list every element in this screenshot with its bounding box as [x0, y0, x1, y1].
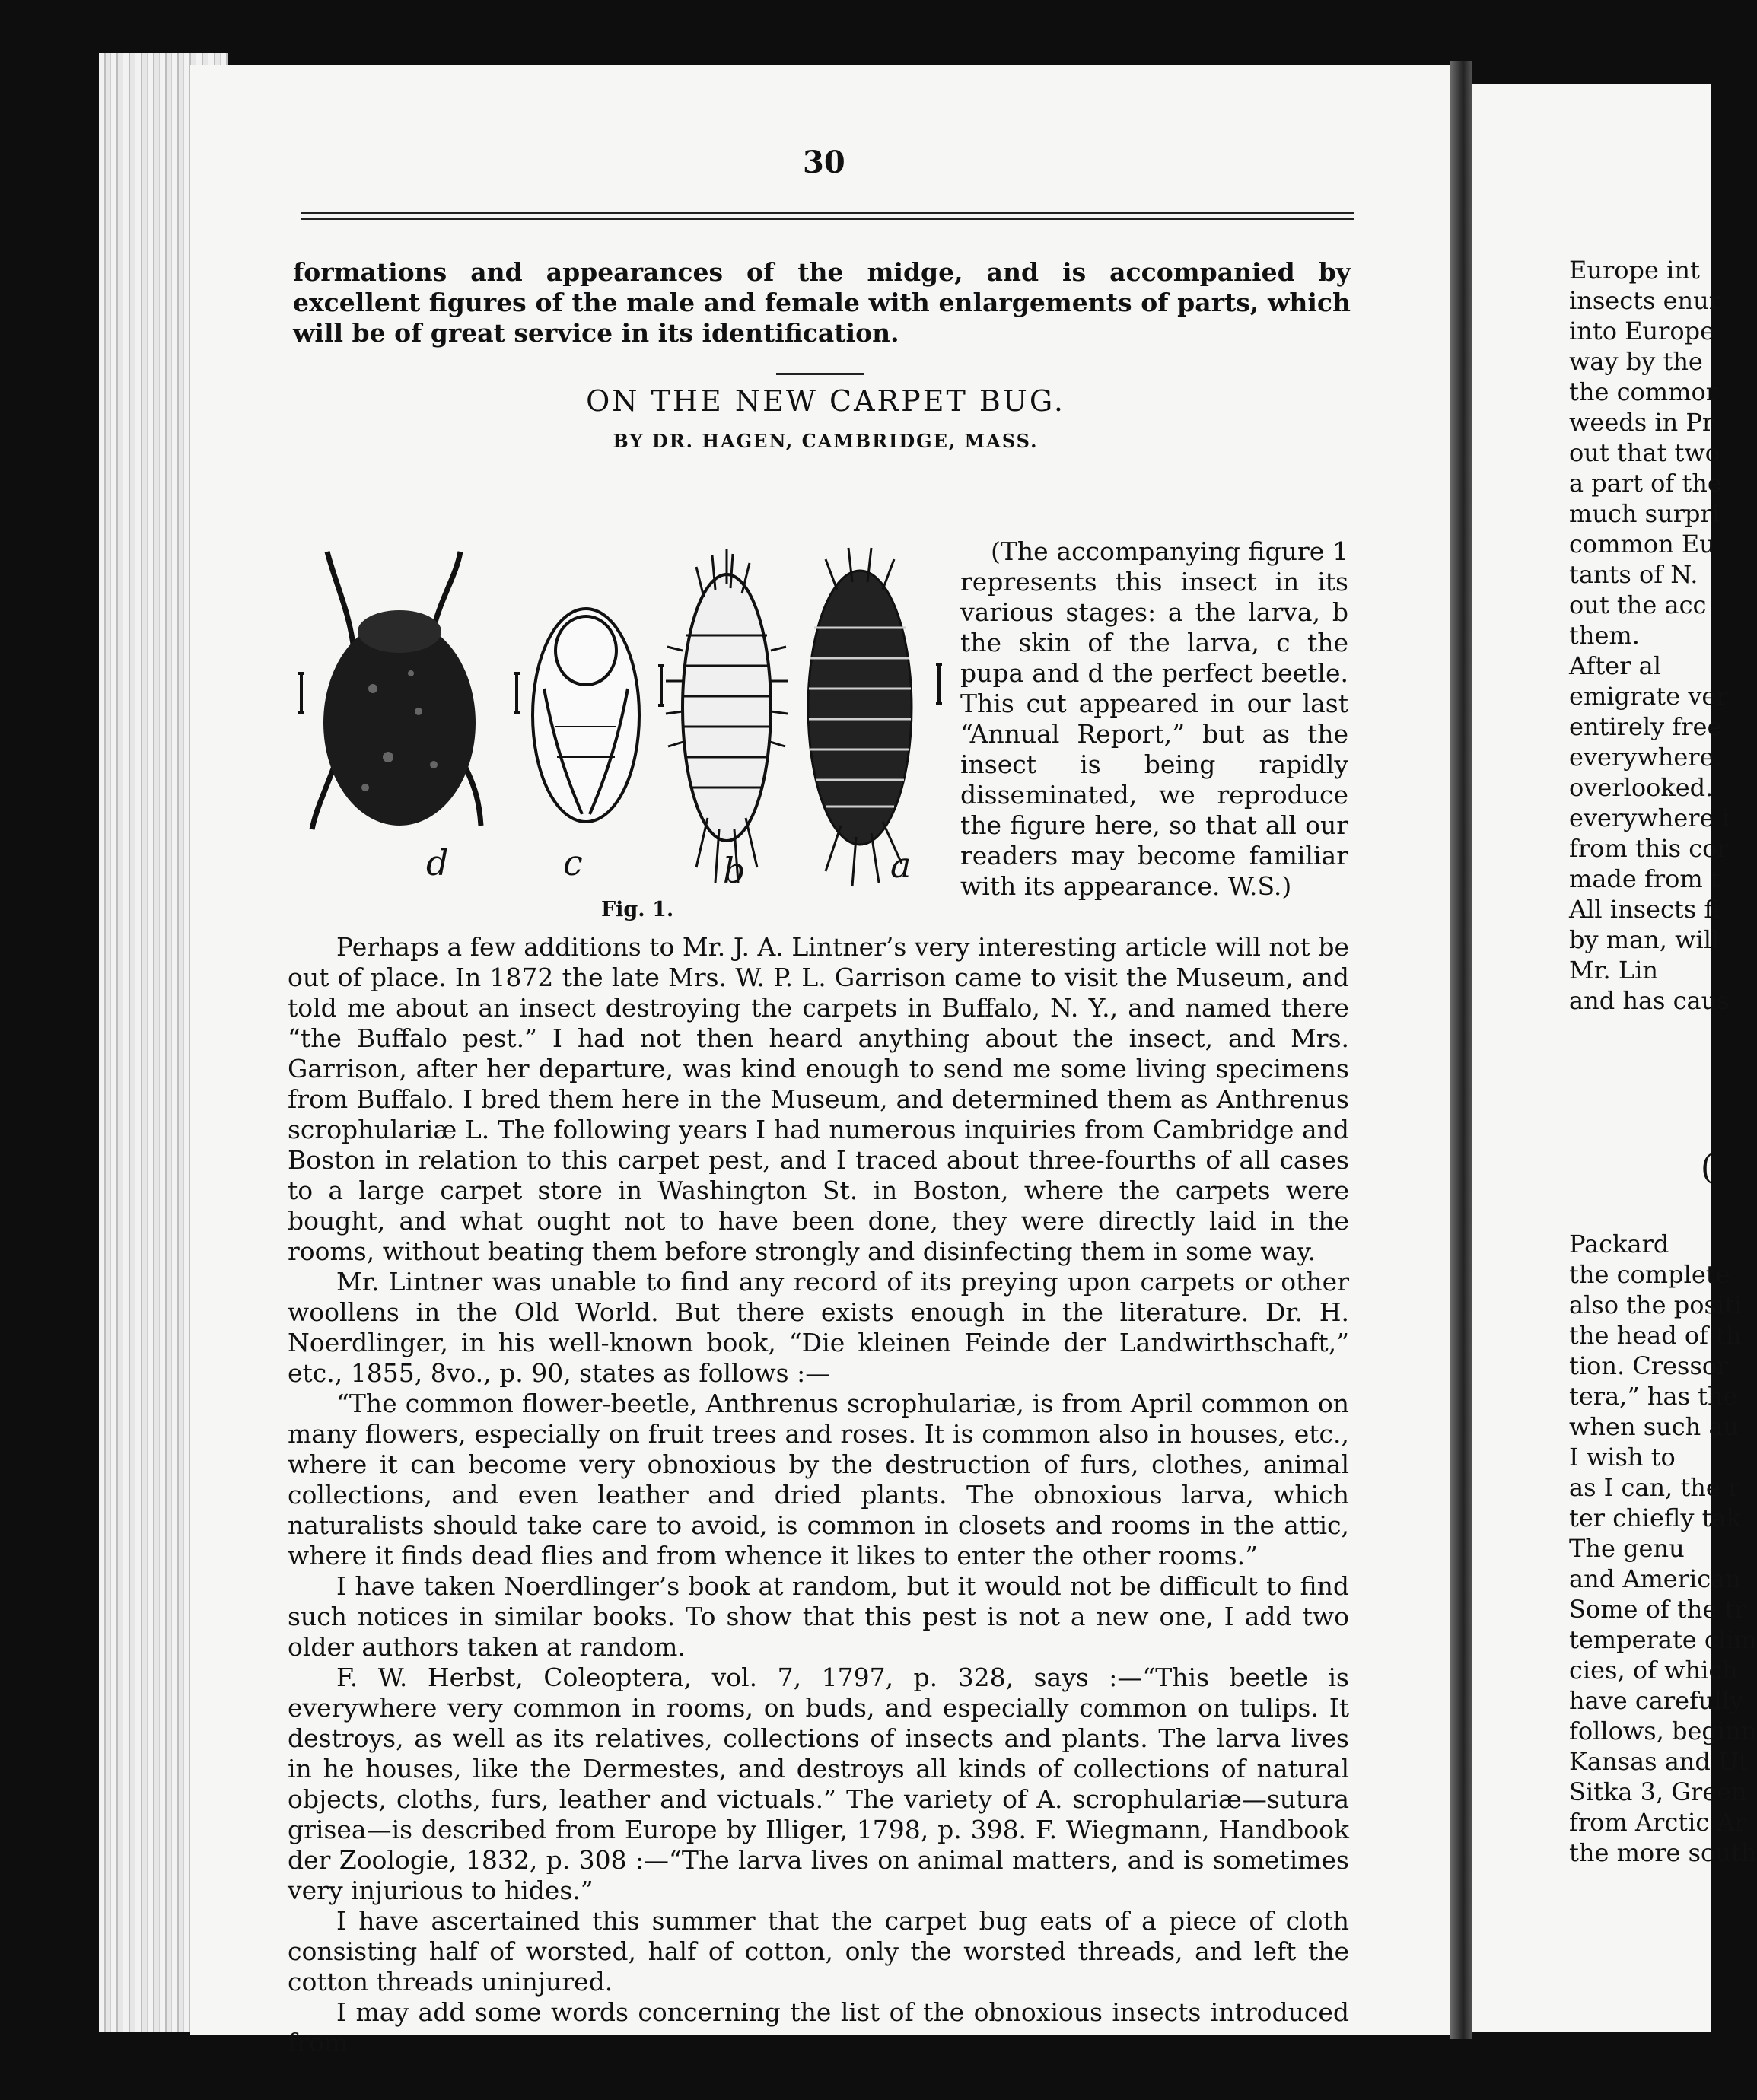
right-page-line: and has caus [1569, 986, 1730, 1015]
article-title: ON THE NEW CARPET BUG. [586, 384, 1065, 418]
right-page-line: Europe int [1569, 256, 1700, 285]
right-page-line: Some of the tr [1569, 1595, 1746, 1624]
right-page-line: have carefully [1569, 1686, 1744, 1715]
right-page-line: weeds in Pr [1569, 408, 1714, 437]
right-page-line: overlooked. [1569, 773, 1714, 802]
right-page-line: everywhere i [1569, 803, 1730, 832]
right-page-line: way by the [1569, 347, 1703, 376]
body-paragraph: Mr. Lintner was unable to find any record of its preying upon carpets or other woollens in the Old World. But there exists enough in the literature. Dr. H. Noerdlinger, in his well-known book, “Die kleinen Feinde der Landwirthschaft,” etc., 1855, 8vo., p. 90, states as follows :— [288, 1267, 1349, 1388]
right-page-line: tants of N. [1569, 560, 1698, 589]
right-page-line: tera,” has the [1569, 1382, 1738, 1411]
figure-label-a: a [890, 845, 912, 886]
right-page-line: the more south [1569, 1838, 1757, 1867]
body-paragraph: Perhaps a few additions to Mr. J. A. Lintner’s very interesting article will not be out of place. In 1872 the late Mrs. W. P. L. Garrison came to visit the Museum, and told me about an insect destroying the carpets in Buffalo, N. Y., and named there “the Buffalo pest.” I had not then heard anything about the insect, and Mrs. Garrison, after her departure, was kind enough to send me some living specimens from Buffalo. I bred them here in the Museum, and determined them as Anthrenus scrophulariæ L. The following years I had numerous inquiries from Cambridge and Boston in relation to this carpet pest, and I traced about three-fourths of all cases to a large carpet store in Washington St. in Boston, where the carpets were bought, and what ought not to have been done, they were directly laid in the rooms, without beating them before strongly and disinfecting them in some way. [288, 932, 1349, 1266]
right-page-line: I wish to [1569, 1443, 1676, 1472]
figure-side-note-text: (The accompanying figure 1 represents this insect in its various stages: a the larva, b the skin of the larva, c the pupa and d the perfect beetle. This cut appeared in our last “Annual Report,” but as the insect is being rapidly disseminated, we reproduce the figure here, so that all our readers may become familiar with its appearance. W.S.) [960, 536, 1348, 901]
right-page-line: Mr. Lin [1569, 956, 1658, 985]
right-page-line: from Arctic Ar [1569, 1808, 1746, 1837]
right-page-line: ter chiefly tak [1569, 1503, 1741, 1532]
figure-label-c: c [563, 842, 583, 883]
right-page-heading-fragment: ( [1700, 1148, 1714, 1187]
larva-skin [666, 549, 788, 883]
section-divider [776, 373, 864, 375]
right-page-line: Packard [1569, 1230, 1669, 1258]
right-page-line: entirely free [1569, 712, 1722, 741]
top-paragraph [293, 257, 1351, 348]
right-page-line: them. [1569, 621, 1640, 650]
right-page-line: into Europe [1569, 317, 1715, 345]
figure-side-note [960, 536, 1348, 902]
page-number: 30 [803, 145, 845, 180]
top-paragraph-text: formations and appearances of the midge, and is accompanied by excellent figures of the male and female with enlargements of parts, which will be of great service in its identification. [293, 257, 1351, 348]
right-page-line: out that two [1569, 438, 1720, 467]
figure-caption: Fig. 1. [601, 898, 674, 921]
right-page-line: Sitka 3, Green [1569, 1777, 1747, 1806]
article-byline: BY DR. HAGEN, CAMBRIDGE, MASS. [613, 430, 1039, 452]
right-page-line: from this cor [1569, 834, 1729, 863]
right-page-line: insects enur [1569, 286, 1721, 315]
right-page-line: the commor [1569, 377, 1718, 406]
right-page-text [1569, 255, 1757, 1868]
body-quote-paragraph: “The common flower-beetle, Anthrenus scrophulariæ, is from April common on many flowers, especially on fruit trees and roses. It is common also in houses, etc., where it can become very obnoxious by the destruction of furs, clothes, animal collections, and even leather and dried plants. The obnoxious larva, which naturalists should take care to avoid, is common in closets and rooms in the attic, where it finds dead flies and from whence it likes to enter the other rooms.” [288, 1389, 1349, 1570]
article-body [288, 932, 1349, 2058]
header-rule-top [301, 212, 1354, 214]
right-page-line: and American [1569, 1564, 1741, 1593]
right-page-line: follows, beginn [1569, 1717, 1757, 1745]
right-page-line: out the acc [1569, 590, 1707, 619]
body-paragraph: I have ascertained this summer that the carpet bug eats of a piece of cloth consisting half of worsted, half of cotton, only the worsted threads, and left the cotton threads uninjured. [288, 1906, 1349, 1997]
right-page-line: as I can, the r [1569, 1473, 1740, 1502]
carpet-bug-illustration [282, 536, 951, 894]
right-page-line: by man, will [1569, 925, 1720, 954]
right-page-line: the complete [1569, 1260, 1730, 1289]
carpet-bug-figure [282, 536, 951, 894]
beetle-adult [312, 552, 481, 829]
header-rule-bottom [301, 218, 1354, 220]
right-page-line: the head of th [1569, 1321, 1742, 1350]
right-page-line: cies, of which [1569, 1656, 1738, 1685]
right-page-line: Kansas and Ut [1569, 1747, 1749, 1776]
right-page-line: The genu [1569, 1534, 1685, 1563]
pupa [533, 609, 639, 822]
right-page-line: a part of the [1569, 469, 1722, 498]
figure-label-d: d [426, 842, 449, 883]
right-page-line: tion. Cressor [1569, 1351, 1729, 1380]
larva [808, 548, 912, 886]
right-page-line: when such au [1569, 1412, 1739, 1441]
right-page-line: everywhere. [1569, 743, 1722, 772]
right-page-line: much surpri [1569, 499, 1720, 528]
right-page-line: emigrate ver [1569, 682, 1728, 711]
right-page-line: All insects fi [1569, 895, 1720, 924]
right-page-line: also the positi [1569, 1290, 1743, 1319]
body-paragraph: F. W. Herbst, Coleoptera, vol. 7, 1797, p. 328, says :—“This beetle is everywhere very common in rooms, on buds, and especially common on tulips. It destroys, as well as its relatives, collections of insects and plants. The larva lives in he houses, like the Dermestes, and destroys all kinds of collections of natural objects, cloths, furs, leather and victuals.” The variety of A. scrophulariæ—sutura grisea—is described from Europe by Illiger, 1798, p. 398. F. Wiegmann, Handbook der Zoologie, 1832, p. 308 :—“The larva lives on animal matters, and is sometimes very injurious to hides.” [288, 1662, 1349, 1905]
figure-label-b: b [723, 850, 746, 891]
right-page-line: After al [1569, 651, 1661, 680]
body-paragraph-last: I may add some words concerning the list of the obnoxious insects introduced from [288, 1997, 1349, 2057]
book-gutter [1450, 61, 1472, 2039]
right-page-line: common Eu [1569, 530, 1715, 558]
right-page-line: made from t [1569, 864, 1720, 893]
body-paragraph: I have taken Noerdlinger’s book at random, but it would not be difficult to find such notices in similar books. To show that this pest is not a new one, I add two older authors taken at random. [288, 1571, 1349, 1662]
right-page-line: temperate clim [1569, 1625, 1757, 1654]
